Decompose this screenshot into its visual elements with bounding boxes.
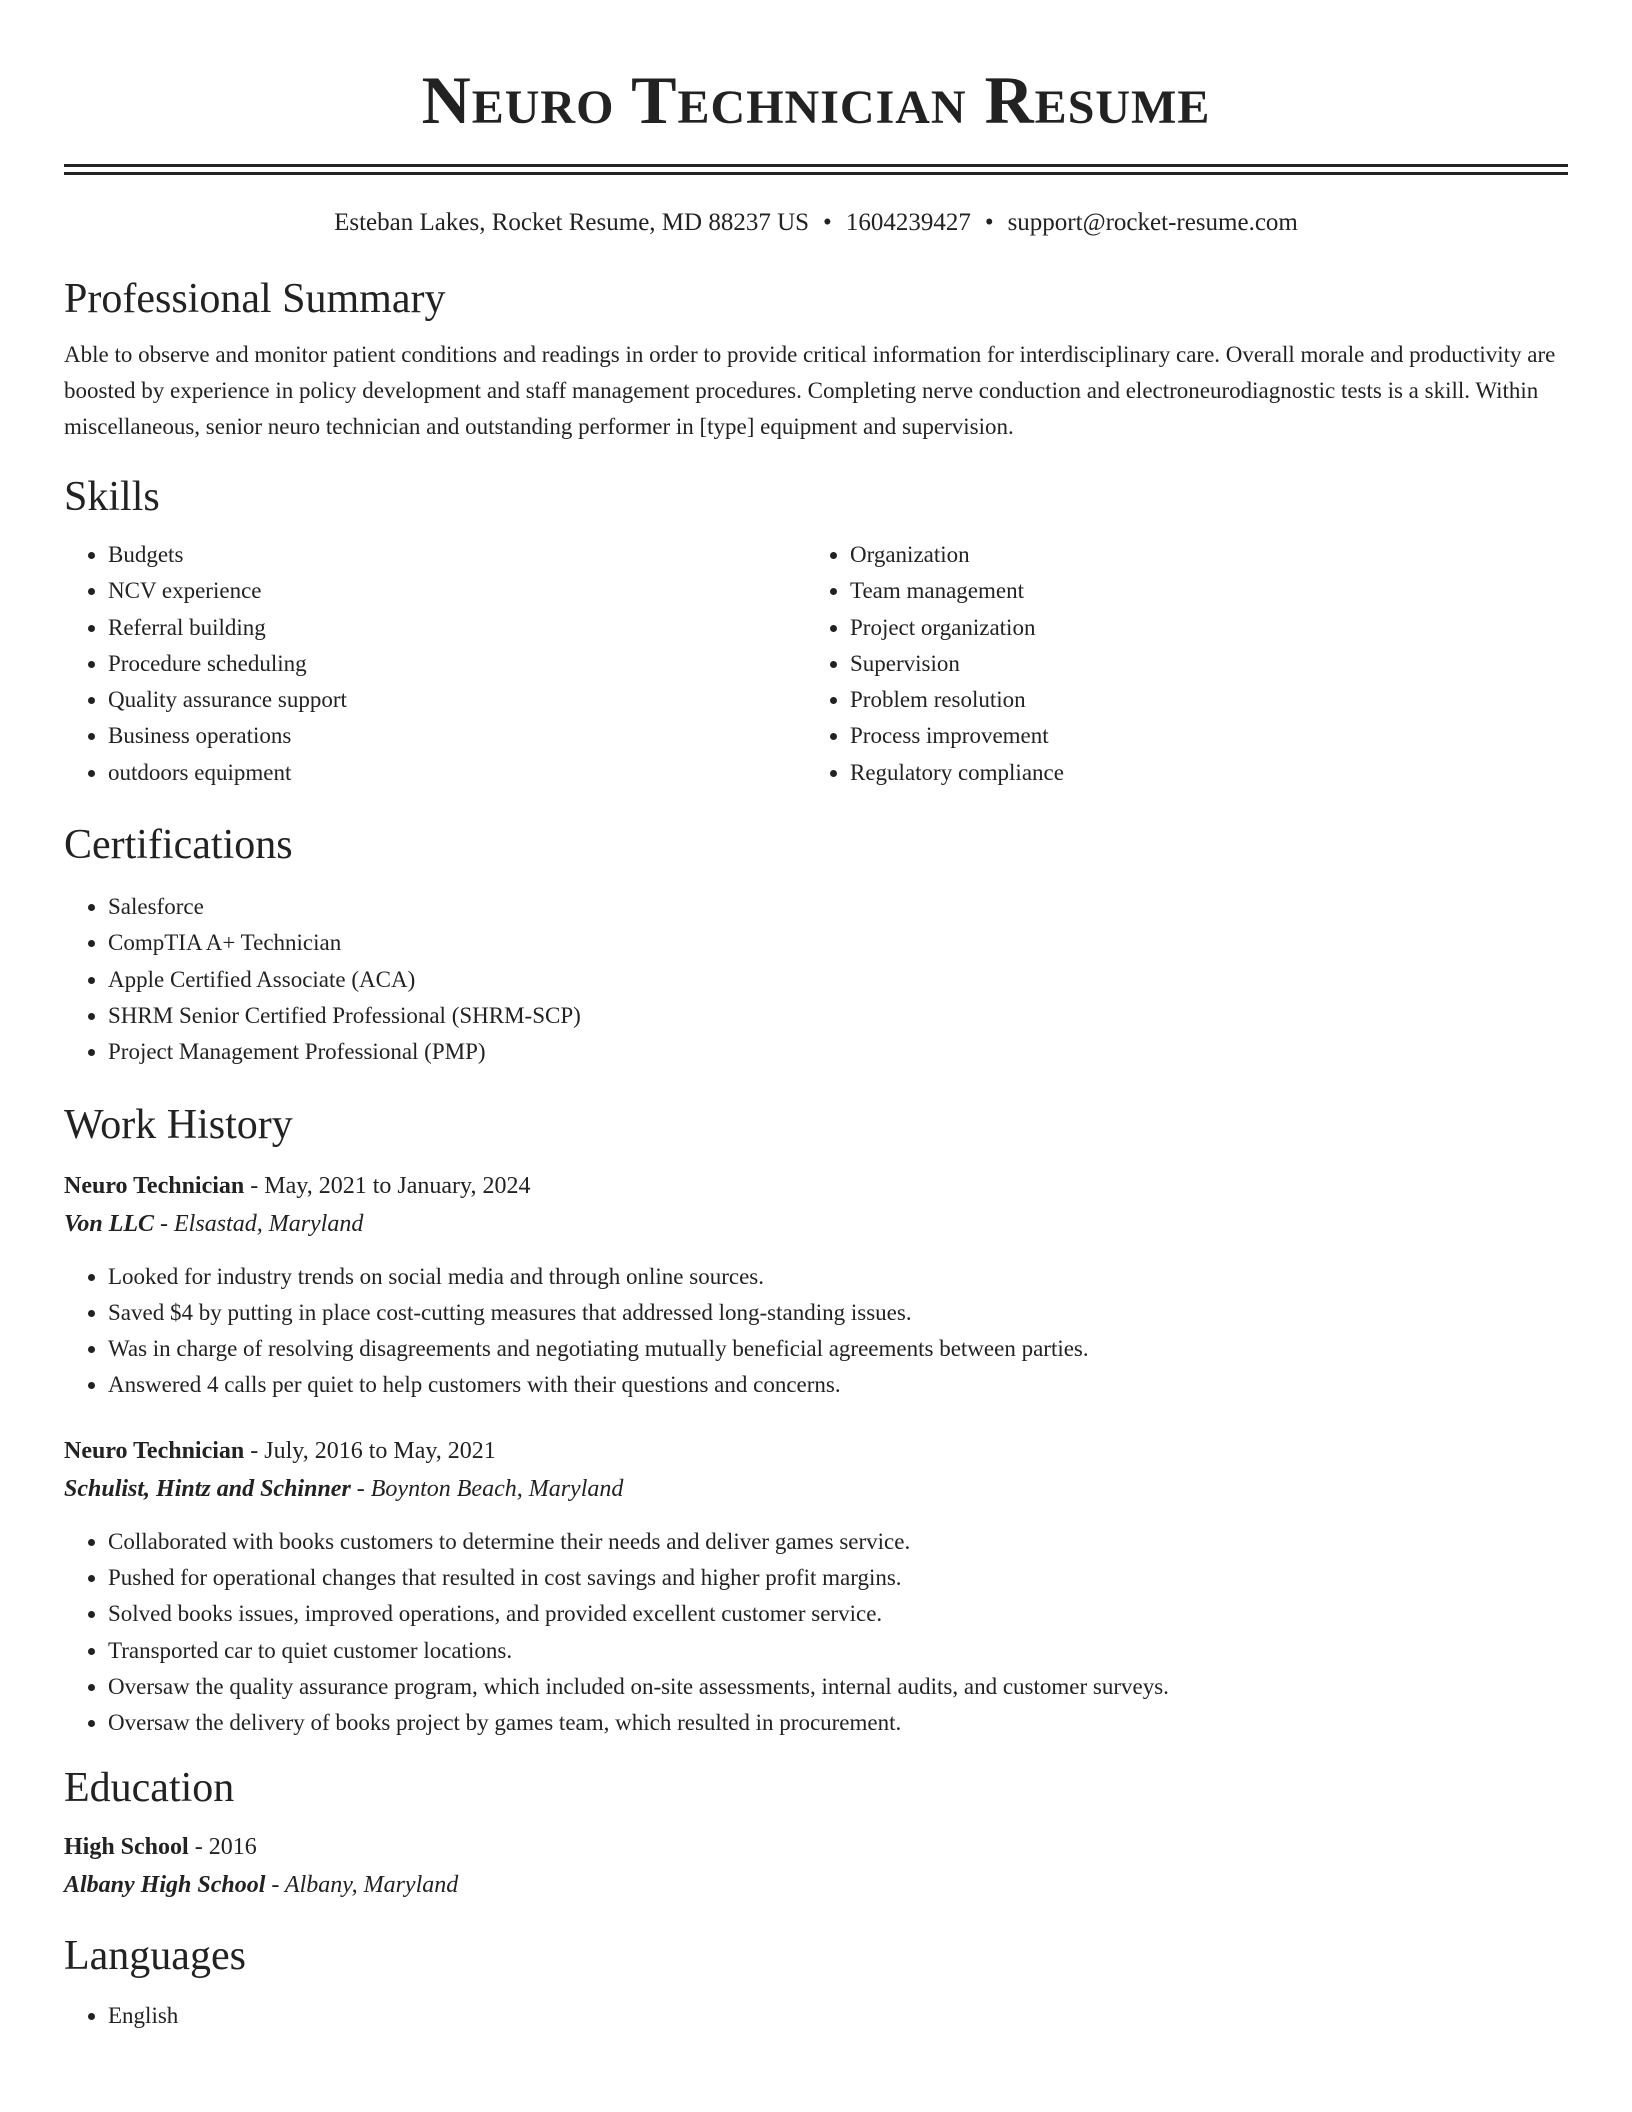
education-degree: High School: [64, 1833, 189, 1860]
job-company: Schulist, Hintz and Schinner: [64, 1475, 351, 1502]
skill-item: • Process improvement: [850, 718, 1548, 754]
contact-email: support@rocket-resume.com: [1007, 209, 1298, 236]
education-school: Albany High School: [64, 1871, 266, 1898]
job-bullet: • Pushed for operational changes that resulted in cost savings and higher profit margins.: [108, 1560, 1568, 1596]
job-bullet: • Solved books issues, improved operations, and provided excellent customer service.: [108, 1596, 1568, 1632]
skill-item: • Regulatory compliance: [850, 755, 1548, 791]
job-company-line: [64, 1470, 1568, 1508]
skills-columns: [64, 537, 1568, 791]
education-school-line: [64, 1866, 1568, 1904]
contact-separator: •: [823, 209, 832, 236]
job-title-line: [64, 1167, 1568, 1205]
job-company: Von LLC: [64, 1210, 155, 1237]
skill-item: • Business operations: [108, 718, 806, 754]
job-bullets: [64, 1524, 1568, 1742]
summary-text: Able to observe and monitor patient conditions and readings in order to provide critical information for interdisciplinary care. Overall morale and productivity are boosted by experience in policy development and staff management procedures. Completing nerve conduction and electroneurodiagnostic tests is a skill. Within miscellaneous, senior neuro technician and outstanding performer in [type] equipment and supervision.: [64, 342, 1556, 439]
resume-title: Neuro Technician Resume: [421, 62, 1211, 138]
languages-list: [64, 1998, 1568, 2034]
languages-heading: Languages: [64, 1932, 246, 1979]
language-item: • English: [108, 1998, 1568, 2034]
job-bullet: • Answered 4 calls per quiet to help customers with their questions and concerns.: [108, 1367, 1568, 1403]
skills-column-left: [64, 537, 806, 791]
skill-item: • Procedure scheduling: [108, 646, 806, 682]
skill-item: • Budgets: [108, 537, 806, 573]
contact-line: [64, 207, 1568, 239]
job-title-line: [64, 1432, 1568, 1470]
job-title: Neuro Technician: [64, 1437, 245, 1464]
skill-item: • Quality assurance support: [108, 682, 806, 718]
summary-heading: Professional Summary: [64, 276, 446, 322]
job-bullet: • Oversaw the delivery of books project by games team, which resulted in procurement.: [108, 1705, 1568, 1741]
education-degree-line: [64, 1828, 1568, 1866]
education-location: - Albany, Maryland: [265, 1871, 459, 1898]
certifications-list: [64, 889, 1568, 1070]
job-bullet: • Collaborated with books customers to determine their needs and deliver games service.: [108, 1524, 1568, 1560]
job-bullet: • Oversaw the quality assurance program, which included on-site assessments, internal audits, and customer surveys.: [108, 1669, 1568, 1705]
education-year: - 2016: [188, 1833, 257, 1860]
skills-column-right: [806, 537, 1548, 791]
job-dates: - July, 2016 to May, 2021: [244, 1437, 496, 1464]
job-bullet: • Saved $4 by putting in place cost-cutting measures that addressed long-standing issues.: [108, 1295, 1568, 1331]
job-bullets: [64, 1259, 1568, 1404]
job-title: Neuro Technician: [64, 1172, 245, 1199]
skill-item: • Referral building: [108, 610, 806, 646]
skill-item: • outdoors equipment: [108, 755, 806, 791]
skill-item: • Team management: [850, 573, 1548, 609]
skill-item: • Project organization: [850, 610, 1548, 646]
job-company-line: [64, 1205, 1568, 1243]
job-bullet: • Transported car to quiet customer locations.: [108, 1633, 1568, 1669]
job-bullet: • Looked for industry trends on social media and through online sources.: [108, 1259, 1568, 1295]
skills-list-right: [806, 537, 1548, 791]
skill-item: • Supervision: [850, 646, 1548, 682]
work-history-heading: Work History: [64, 1101, 293, 1148]
certifications-heading: Certifications: [64, 822, 293, 869]
education-heading: Education: [64, 1764, 235, 1811]
skill-item: • Organization: [850, 537, 1548, 573]
certification-item: • SHRM Senior Certified Professional (SHRM-SCP): [108, 998, 1568, 1034]
job-dates: - May, 2021 to January, 2024: [244, 1172, 531, 1199]
skills-list-left: [64, 537, 806, 791]
job-location: - Boynton Beach, Maryland: [350, 1475, 624, 1502]
skill-item: • Problem resolution: [850, 682, 1548, 718]
certification-item: • Project Management Professional (PMP): [108, 1034, 1568, 1070]
certification-item: • Salesforce: [108, 889, 1568, 925]
job-entry: [64, 1167, 1568, 1404]
job-entry: [64, 1432, 1568, 1742]
certification-item: • Apple Certified Associate (ACA): [108, 962, 1568, 998]
title-double-rule: [64, 164, 1568, 175]
certification-item: • CompTIA A+ Technician: [108, 925, 1568, 961]
contact-phone: 1604239427: [845, 209, 971, 236]
education-entry: [64, 1828, 1568, 1904]
job-bullet: • Was in charge of resolving disagreements and negotiating mutually beneficial agreements between parties.: [108, 1331, 1568, 1367]
job-location: - Elsastad, Maryland: [154, 1210, 364, 1237]
skill-item: • NCV experience: [108, 573, 806, 609]
contact-separator: •: [984, 209, 994, 236]
skills-heading: Skills: [64, 474, 160, 520]
contact-address: Esteban Lakes, Rocket Resume, MD 88237 US: [334, 209, 810, 236]
